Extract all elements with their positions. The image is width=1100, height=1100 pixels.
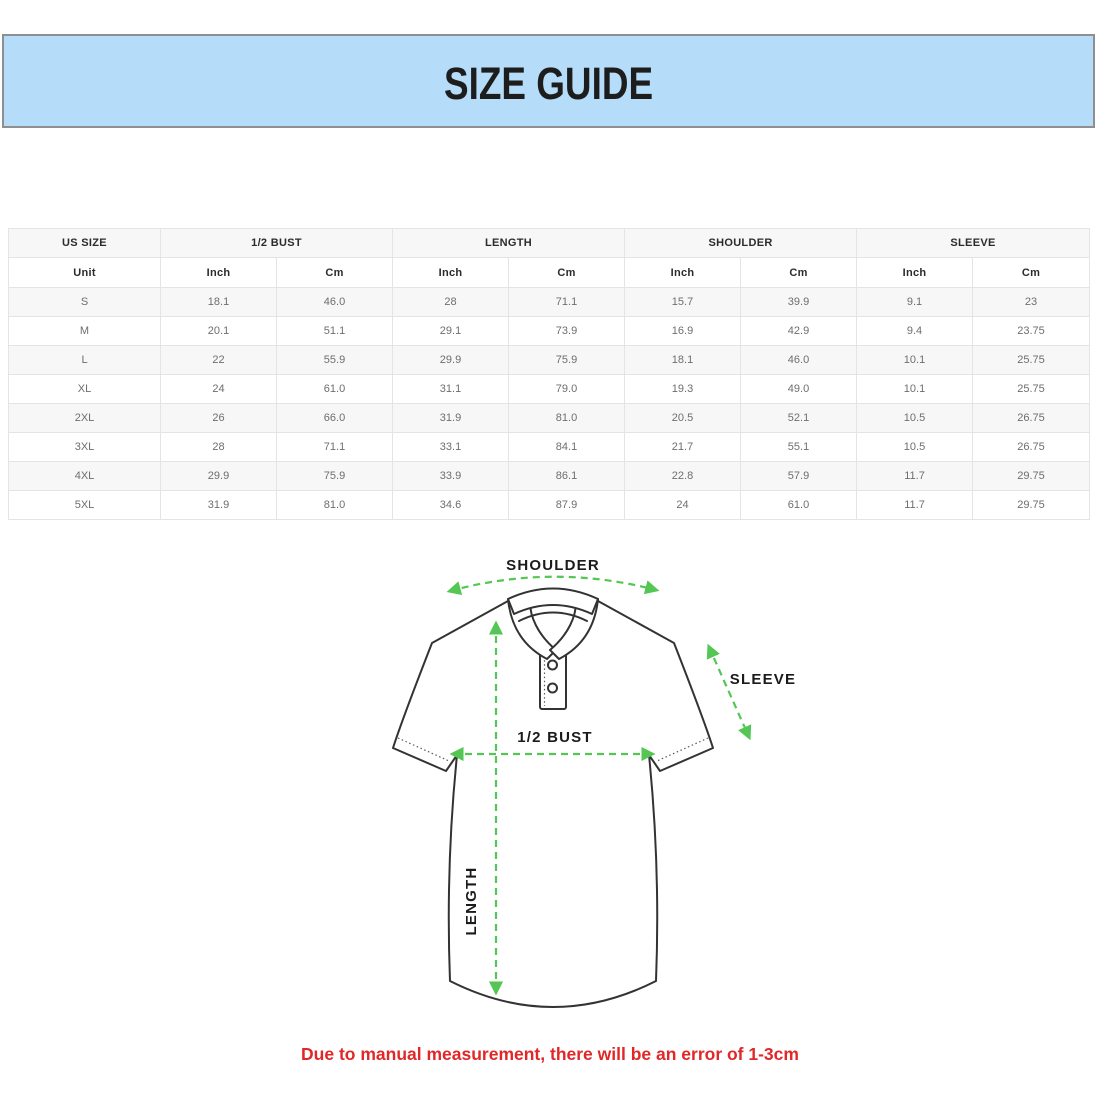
length-label: LENGTH <box>463 866 480 936</box>
value-cell: 42.9 <box>741 317 857 346</box>
table-row-5xl <box>9 491 1090 520</box>
col-header-sleeve: SLEEVE <box>857 229 1090 258</box>
value-cell: 18.1 <box>161 288 277 317</box>
value-cell: 23 <box>973 288 1090 317</box>
unit-header-cell: Cm <box>277 258 393 288</box>
value-cell: 86.1 <box>509 462 625 491</box>
polo-shirt-measurement-diagram <box>380 544 800 1022</box>
col-header-half-bust: 1/2 BUST <box>161 229 393 258</box>
unit-header-cell: Unit <box>9 258 161 288</box>
value-cell: 20.5 <box>625 404 741 433</box>
size-cell: 5XL <box>9 491 161 520</box>
size-cell: S <box>9 288 161 317</box>
value-cell: 11.7 <box>857 462 973 491</box>
value-cell: 10.1 <box>857 346 973 375</box>
value-cell: 18.1 <box>625 346 741 375</box>
value-cell: 34.6 <box>393 491 509 520</box>
size-cell: 3XL <box>9 433 161 462</box>
value-cell: 79.0 <box>509 375 625 404</box>
value-cell: 25.75 <box>973 346 1090 375</box>
value-cell: 39.9 <box>741 288 857 317</box>
unit-header-cell: Inch <box>625 258 741 288</box>
value-cell: 26.75 <box>973 433 1090 462</box>
value-cell: 61.0 <box>741 491 857 520</box>
value-cell: 46.0 <box>741 346 857 375</box>
value-cell: 31.1 <box>393 375 509 404</box>
value-cell: 15.7 <box>625 288 741 317</box>
value-cell: 71.1 <box>509 288 625 317</box>
value-cell: 87.9 <box>509 491 625 520</box>
table-row-xl <box>9 375 1090 404</box>
value-cell: 10.1 <box>857 375 973 404</box>
value-cell: 16.9 <box>625 317 741 346</box>
unit-header-cell: Cm <box>509 258 625 288</box>
value-cell: 75.9 <box>277 462 393 491</box>
size-chart-table <box>8 228 1090 520</box>
sleeve-arrow <box>709 647 749 737</box>
value-cell: 20.1 <box>161 317 277 346</box>
value-cell: 52.1 <box>741 404 857 433</box>
value-cell: 49.0 <box>741 375 857 404</box>
value-cell: 22.8 <box>625 462 741 491</box>
value-cell: 29.9 <box>393 346 509 375</box>
value-cell: 28 <box>393 288 509 317</box>
value-cell: 55.9 <box>277 346 393 375</box>
table-row-s <box>9 288 1090 317</box>
col-header-length: LENGTH <box>393 229 625 258</box>
table-row-4xl <box>9 462 1090 491</box>
shoulder-label: SHOULDER <box>506 557 600 574</box>
value-cell: 46.0 <box>277 288 393 317</box>
value-cell: 84.1 <box>509 433 625 462</box>
table-row-3xl <box>9 433 1090 462</box>
value-cell: 33.9 <box>393 462 509 491</box>
value-cell: 23.75 <box>973 317 1090 346</box>
value-cell: 33.1 <box>393 433 509 462</box>
polo-shirt-outline <box>393 589 713 1008</box>
size-cell: XL <box>9 375 161 404</box>
value-cell: 29.9 <box>161 462 277 491</box>
bust-label: 1/2 BUST <box>517 729 593 746</box>
value-cell: 61.0 <box>277 375 393 404</box>
value-cell: 73.9 <box>509 317 625 346</box>
value-cell: 25.75 <box>973 375 1090 404</box>
value-cell: 75.9 <box>509 346 625 375</box>
value-cell: 26 <box>161 404 277 433</box>
measurement-disclaimer: Due to manual measurement, there will be an error of 1-3cm <box>301 1044 799 1064</box>
value-cell: 81.0 <box>509 404 625 433</box>
value-cell: 55.1 <box>741 433 857 462</box>
value-cell: 66.0 <box>277 404 393 433</box>
table-row-2xl <box>9 404 1090 433</box>
size-cell: 4XL <box>9 462 161 491</box>
unit-header-cell: Cm <box>741 258 857 288</box>
value-cell: 57.9 <box>741 462 857 491</box>
unit-header-cell: Inch <box>857 258 973 288</box>
value-cell: 31.9 <box>393 404 509 433</box>
unit-header-cell: Inch <box>393 258 509 288</box>
size-cell: 2XL <box>9 404 161 433</box>
size-cell: L <box>9 346 161 375</box>
value-cell: 81.0 <box>277 491 393 520</box>
value-cell: 51.1 <box>277 317 393 346</box>
size-cell: M <box>9 317 161 346</box>
value-cell: 9.1 <box>857 288 973 317</box>
table-row-l <box>9 346 1090 375</box>
value-cell: 10.5 <box>857 404 973 433</box>
value-cell: 24 <box>161 375 277 404</box>
value-cell: 24 <box>625 491 741 520</box>
table-row-m <box>9 317 1090 346</box>
value-cell: 29.75 <box>973 491 1090 520</box>
value-cell: 71.1 <box>277 433 393 462</box>
value-cell: 26.75 <box>973 404 1090 433</box>
col-header-shoulder: SHOULDER <box>625 229 857 258</box>
unit-header-cell: Inch <box>161 258 277 288</box>
value-cell: 21.7 <box>625 433 741 462</box>
value-cell: 11.7 <box>857 491 973 520</box>
col-header-us-size: US SIZE <box>9 229 161 258</box>
value-cell: 22 <box>161 346 277 375</box>
value-cell: 29.1 <box>393 317 509 346</box>
value-cell: 29.75 <box>973 462 1090 491</box>
value-cell: 28 <box>161 433 277 462</box>
page-title: SIZE GUIDE <box>443 58 654 109</box>
size-guide-banner <box>2 34 1095 128</box>
value-cell: 31.9 <box>161 491 277 520</box>
unit-header-cell: Cm <box>973 258 1090 288</box>
value-cell: 19.3 <box>625 375 741 404</box>
value-cell: 10.5 <box>857 433 973 462</box>
value-cell: 9.4 <box>857 317 973 346</box>
table-unit-header-row <box>9 258 1090 288</box>
table-group-header-row <box>9 229 1090 258</box>
sleeve-label: SLEEVE <box>729 671 797 688</box>
